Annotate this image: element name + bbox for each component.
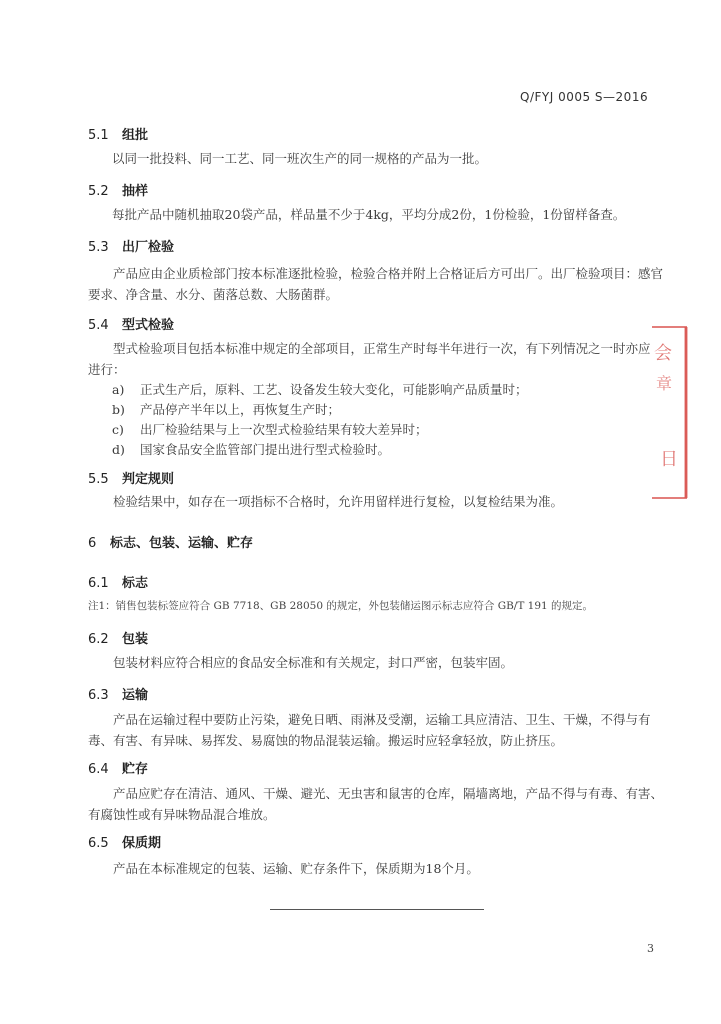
heading-5-1 [88, 124, 148, 143]
list-item-text: 出厂检验结果与上一次型式检验结果有较大差异时； [140, 422, 428, 437]
heading-5-2 [88, 180, 148, 199]
list-item-text: 产品停产半年以上，再恢复生产时； [140, 402, 341, 417]
paragraph-6-5: 产品在本标准规定的包装、运输、贮存条件下，保质期为18个月。 [113, 861, 479, 876]
section-number: 5.5 [88, 472, 109, 487]
heading-6-3 [88, 684, 148, 703]
section-title: 标志 [122, 576, 149, 591]
list-item-text: 国家食品安全监管部门提出进行型式检验时。 [140, 442, 391, 457]
section-title: 出厂检验 [122, 240, 175, 255]
heading-6 [88, 532, 253, 551]
section-title: 标志、包装、运输、贮存 [110, 536, 254, 551]
section-number: 6.4 [88, 762, 109, 777]
section-title: 保质期 [122, 836, 162, 851]
standard-code: Q/FYJ 0005 S—2016 [520, 90, 649, 104]
list-item [112, 420, 428, 438]
paragraph-5-3: 产品应由企业质检部门按本标准逐批检验，检验合格并附上合格证后方可出厂。出厂检验项目：感官要求、净含量、水分、菌落总数、大肠菌群。 [88, 266, 664, 302]
heading-5-3 [88, 236, 174, 255]
paragraph-5-2: 每批产品中随机抽取20袋产品，样品量不少于4kg，平均分成2份，1份检验，1份留样备查。 [112, 207, 626, 222]
partial-seal-stamp [650, 325, 688, 500]
seal-char: 会 [654, 343, 672, 364]
paragraph-6-2: 包装材料应符合相应的食品安全标准和有关规定，封口严密，包装牢固。 [113, 655, 514, 670]
section-number: 6 [88, 536, 97, 551]
section-number: 6.5 [88, 836, 109, 851]
list-item-label: a) [112, 382, 125, 397]
section-number: 5.4 [88, 318, 109, 333]
heading-6-5 [88, 832, 161, 851]
paragraph-5-4: 型式检验项目包括本标准中规定的全部项目，正常生产时每半年进行一次，有下列情况之一时亦应进行： [88, 341, 651, 377]
list-item-label: c) [112, 422, 124, 437]
section-number: 6.3 [88, 688, 109, 703]
section-number: 5.3 [88, 240, 109, 255]
page-number: 3 [647, 942, 654, 955]
list-item [112, 380, 528, 398]
heading-5-4 [88, 314, 174, 333]
section-title: 贮存 [122, 762, 149, 777]
list-item-text: 正式生产后，原料、工艺、设备发生较大变化，可能影响产品质量时； [140, 382, 528, 397]
heading-6-2 [88, 628, 148, 647]
paragraph-5-1: 以同一批投料、同一工艺、同一班次生产的同一规格的产品为一批。 [112, 151, 488, 166]
paragraph-5-5: 检验结果中，如存在一项指标不合格时，允许用留样进行复检，以复检结果为准。 [113, 494, 564, 509]
list-item-label: d) [112, 442, 125, 457]
note-6-1: 注1：销售包装标签应符合 GB 7718、GB 28050 的规定，外包装储运图示标志应符合 GB/T 191 的规定。 [88, 600, 594, 612]
list-item [112, 400, 340, 418]
list-item [112, 440, 390, 458]
section-title: 判定规则 [122, 472, 175, 487]
section-title: 运输 [122, 688, 149, 703]
section-title: 抽样 [122, 184, 149, 199]
section-title: 组批 [122, 128, 149, 143]
section-number: 6.1 [88, 576, 109, 591]
section-number: 6.2 [88, 632, 109, 647]
section-number: 5.2 [88, 184, 109, 199]
paragraph-6-4: 产品应贮存在清洁、通风、干燥、避光、无虫害和鼠害的仓库，隔墙离地，产品不得与有毒、有害、有腐蚀性或有异味物品混合堆放。 [88, 786, 664, 822]
seal-char: 日 [660, 449, 678, 470]
section-number: 5.1 [88, 128, 109, 143]
list-item-label: b) [112, 402, 125, 417]
seal-char: 章 [656, 374, 673, 393]
heading-6-4 [88, 758, 148, 777]
end-rule [270, 909, 484, 910]
section-title: 型式检验 [122, 318, 175, 333]
section-title: 包装 [122, 632, 149, 647]
heading-6-1 [88, 572, 148, 591]
paragraph-6-3: 产品在运输过程中要防止污染，避免日晒、雨淋及受潮，运输工具应清洁、卫生、干燥，不得与有毒、有害、有异味、易挥发、易腐蚀的物品混装运输。搬运时应轻拿轻放，防止挤压。 [88, 712, 651, 748]
heading-5-5 [88, 468, 174, 487]
